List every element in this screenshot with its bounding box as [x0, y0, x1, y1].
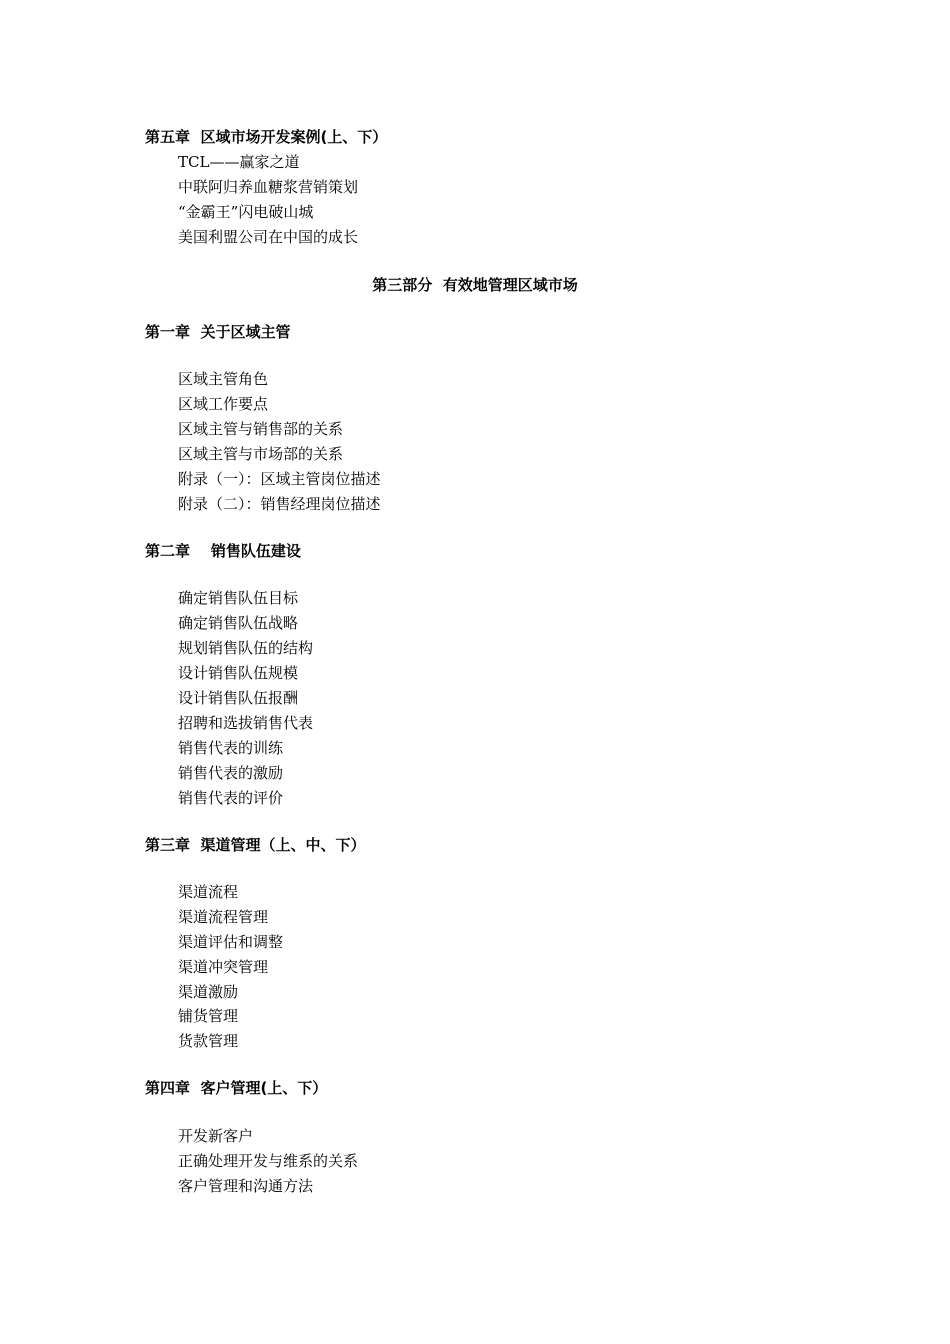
- chapter-1-item: 附录（二）：销售经理岗位描述: [178, 495, 381, 513]
- chapter-1-item: 区域主管角色: [178, 370, 269, 388]
- chapter-4-heading: 第四章 客户管理(上、下）: [145, 1079, 328, 1097]
- chapter-2-item: 确定销售队伍目标: [178, 589, 299, 607]
- chapter-2-item: 销售代表的激励: [178, 764, 284, 782]
- chapter-5-heading: 第五章 区域市场开发案例(上、下）: [145, 128, 388, 146]
- chapter-1-item: 附录（一）：区域主管岗位描述: [178, 470, 381, 488]
- chapter-1-item: 区域工作要点: [178, 395, 269, 413]
- chapter-2-item: 规划销售队伍的结构: [178, 639, 314, 657]
- chapter-2-item: 销售代表的训练: [178, 739, 284, 757]
- chapter-2-item: 招聘和选拔销售代表: [178, 714, 314, 732]
- chapter-2-heading: 第二章 销售队伍建设: [145, 542, 301, 560]
- chapter-4-item: 客户管理和沟通方法: [178, 1177, 314, 1195]
- chapter-3-item: 渠道评估和调整: [178, 933, 284, 951]
- chapter-5-item: 美国利盟公司在中国的成长: [178, 228, 359, 246]
- chapter-3-item: 渠道流程管理: [178, 908, 269, 926]
- chapter-3-item: 渠道冲突管理: [178, 958, 269, 976]
- chapter-5-item: “金霸王”闪电破山城: [178, 203, 314, 221]
- chapter-1-item: 区域主管与销售部的关系: [178, 420, 344, 438]
- chapter-3-item: 渠道流程: [178, 883, 239, 901]
- chapter-1-heading: 第一章 关于区域主管: [145, 323, 291, 341]
- chapter-3-item: 铺货管理: [178, 1007, 239, 1025]
- chapter-3-item: 渠道激励: [178, 983, 239, 1001]
- chapter-5-item: TCL——赢家之道: [178, 153, 300, 171]
- chapter-5-item: 中联阿归养血糖浆营销策划: [178, 178, 359, 196]
- chapter-3-item: 货款管理: [178, 1032, 239, 1050]
- chapter-2-item: 确定销售队伍战略: [178, 614, 299, 632]
- chapter-3-heading: 第三章 渠道管理（上、中、下）: [145, 836, 366, 854]
- chapter-4-item: 正确处理开发与维系的关系: [178, 1152, 359, 1170]
- part-3-title: 第三部分 有效地管理区域市场: [372, 276, 578, 294]
- chapter-2-item: 设计销售队伍规模: [178, 664, 299, 682]
- chapter-2-item: 设计销售队伍报酬: [178, 689, 299, 707]
- chapter-2-item: 销售代表的评价: [178, 789, 284, 807]
- chapter-1-item: 区域主管与市场部的关系: [178, 445, 344, 463]
- chapter-4-item: 开发新客户: [178, 1127, 254, 1145]
